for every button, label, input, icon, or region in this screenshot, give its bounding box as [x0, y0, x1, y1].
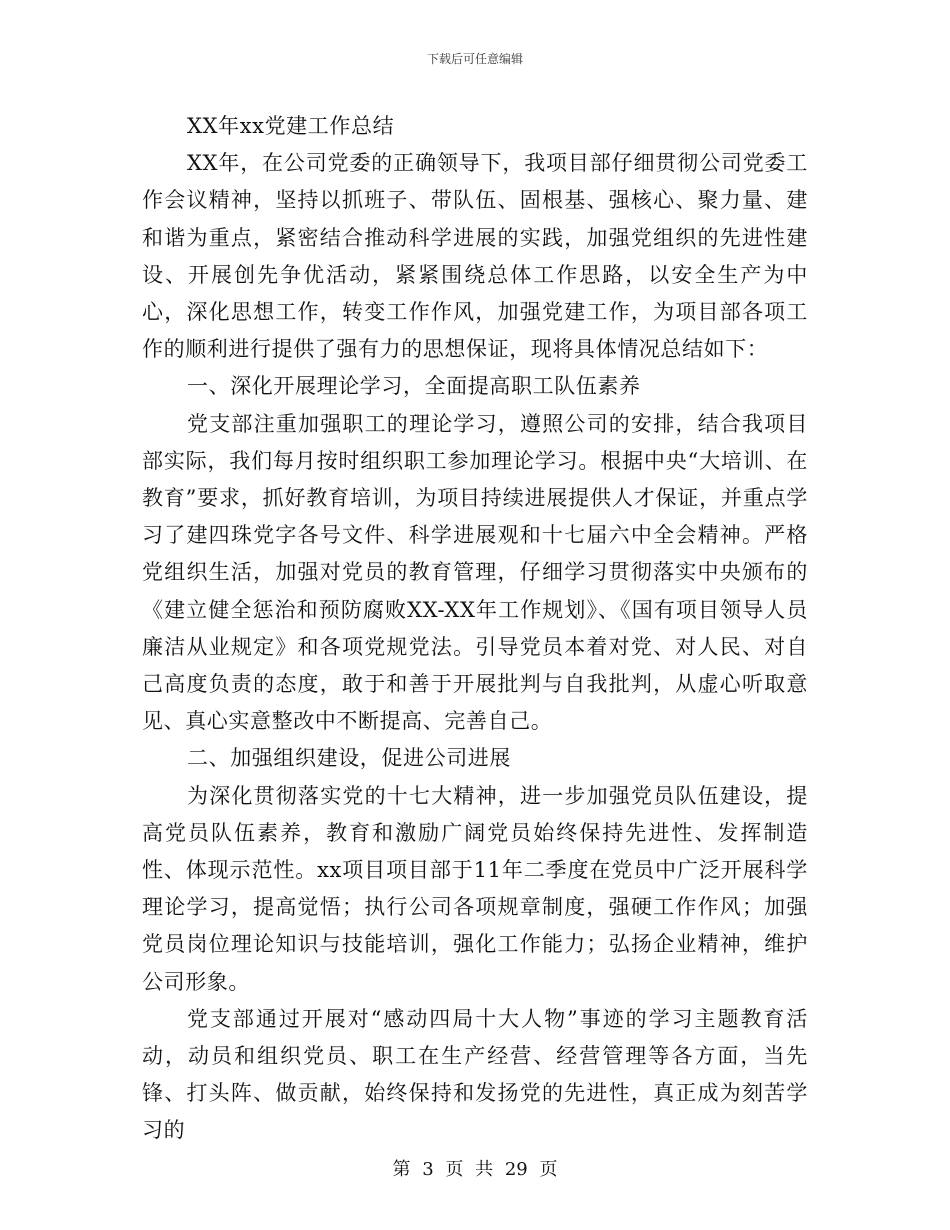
- document-body: [142, 108, 808, 1150]
- paragraph-section-2-continued: 党支部通过开展对“感动四局十大人物”事迹的学习主题教育活动，动员和组织党员、职工在生产经营、经营管理等各方面，当先锋、打头阵、做贡献，始终保持和发扬党的先进性，真正成为刻苦学习的: [142, 1006, 808, 1143]
- paragraph-section-2: 为深化贯彻落实党的十七大精神，进一步加强党员队伍建设，提高党员队伍素养，教育和激励广阔党员始终保持先进性、发挥制造性、体现示范性。xx项目项目部于11年二季度在党员中广泛开展科学理论学习，提高觉悟；执行公司各项规章制度，强硬工作作风；加强党员岗位理论知识与技能培训，强化工作能力；弘扬企业精神，维护公司形象。: [142, 783, 808, 994]
- document-title: XX年xx党建工作总结: [187, 114, 395, 138]
- section-heading-2: 二、加强组织建设，促进公司进展: [187, 746, 511, 771]
- page-header-note: 下载后可任意编辑: [426, 52, 523, 66]
- paragraph-intro: XX年，在公司党委的正确领导下，我项目部仔细贯彻公司党委工作会议精神，坚持以抓班子、带队伍、固根基、强核心、聚力量、建和谐为重点，紧密结合推动科学进展的实践，加强党组织的先进性建设、开展创先争优活动，紧紧围绕总体工作思路，以安全生产为中心，深化思想工作，转变工作作风，加强党建工作，为项目部各项工作的顺利进行提供了强有力的思想保证，现将具体情况总结如下：: [142, 151, 808, 362]
- page-number: 第 3 页 共 29 页: [392, 1159, 558, 1180]
- section-heading-1: 一、深化开展理论学习，全面提高职工队伍素养: [187, 374, 641, 399]
- paragraph-section-1: 党支部注重加强职工的理论学习，遵照公司的安排，结合我项目部实际，我们每月按时组织职工参加理论学习。根据中央“大培训、在教育”要求，抓好教育培训，为项目持续进展提供人才保证，并重点学习了建四珠党字各号文件、科学进展观和十七届六中全会精神。严格党组织生活，加强对党员的教育管理，仔细学习贯彻落实中央颁布的《建立健全惩治和预防腐败XX-XX年工作规划》、《国有项目领导人员廉洁从业规定》和各项党规党法。引导党员本着对党、对人民、对自己高度负责的态度，敢于和善于开展批判与自我批判，从虚心听取意见、真心实意整改中不断提高、完善自己。: [142, 411, 808, 734]
